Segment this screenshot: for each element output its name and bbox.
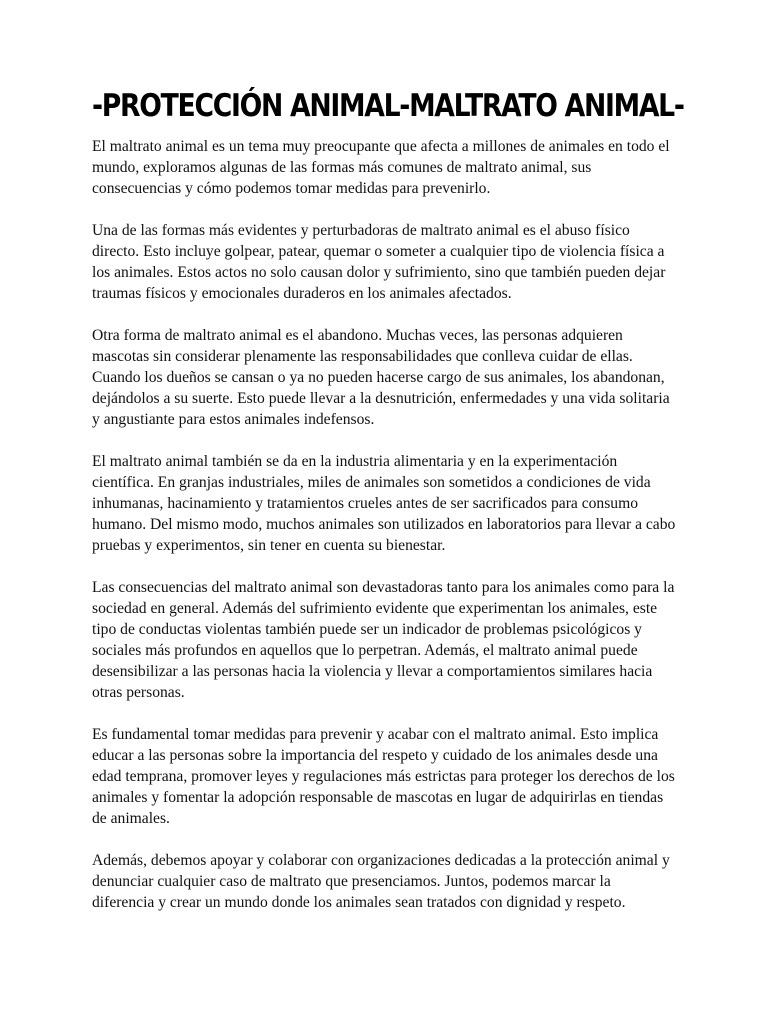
document-body bbox=[92, 136, 676, 934]
paragraph-consequences: Las consecuencias del maltrato animal son devastadoras tanto para los animales como para la sociedad en general. Además del sufrimiento evidente que experimentan los animales, este tipo de conductas violentas también puede ser un indicador de problemas psicológicos y sociales más profundos en aquellos que lo perpetran. Además, el maltrato animal puede desensibilizar a las personas hacia la violencia y llevar a comportamientos similares hacia otras personas. bbox=[92, 579, 675, 701]
paragraph-physical-abuse: Una de las formas más evidentes y perturbadoras de maltrato animal es el abuso físico directo. Esto incluye golpear, patear, quemar o someter a cualquier tipo de violencia física a los animales. Estos actos no solo causan dolor y sufrimiento, sino que también pueden dejar traumas físicos y emocionales duraderos en los animales afectados. bbox=[92, 222, 666, 302]
document-title: -PROTECCIÓN ANIMAL-MALTRATO ANIMAL- bbox=[92, 88, 684, 124]
paragraph-abandonment: Otra forma de maltrato animal es el abandono. Muchas veces, las personas adquieren mascotas sin considerar plenamente las responsabilidades que conlleva cuidar de ellas. Cuando los dueños se cansan o ya no pueden hacerse cargo de sus animales, los abandonan, dejándolos a su suerte. Esto puede llevar a la desnutrición, enfermedades y una vida solitaria y angustiante para estos animales indefensos. bbox=[92, 327, 670, 428]
paragraph-intro: El maltrato animal es un tema muy preocupante que afecta a millones de animales en todo el mundo, exploramos algunas de las formas más comunes de maltrato animal, sus consecuencias y cómo podemos tomar medidas para prevenirlo. bbox=[92, 138, 670, 197]
paragraph-conclusion: Además, debemos apoyar y colaborar con organizaciones dedicadas a la protección animal y denunciar cualquier caso de maltrato que presenciamos. Juntos, podemos marcar la diferencia y crear un mundo donde los animales sean tratados con dignidad y respeto. bbox=[92, 852, 670, 911]
paragraph-prevention: Es fundamental tomar medidas para prevenir y acabar con el maltrato animal. Esto implica educar a las personas sobre la importancia del respeto y cuidado de los animales desde una edad temprana, promover leyes y regulaciones más estrictas para proteger los derechos de los animales y fomentar la adopción responsable de mascotas en lugar de adquirirlas en tiendas de animales. bbox=[92, 726, 675, 827]
paragraph-industry: El maltrato animal también se da en la industria alimentaria y en la experimentación científica. En granjas industriales, miles de animales son sometidos a condiciones de vida inhumanas, hacinamiento y tratamientos crueles antes de ser sacrificados para consumo humano. Del mismo modo, muchos animales son utilizados en laboratorios para llevar a cabo pruebas y experimentos, sin tener en cuenta su bienestar. bbox=[92, 453, 676, 554]
